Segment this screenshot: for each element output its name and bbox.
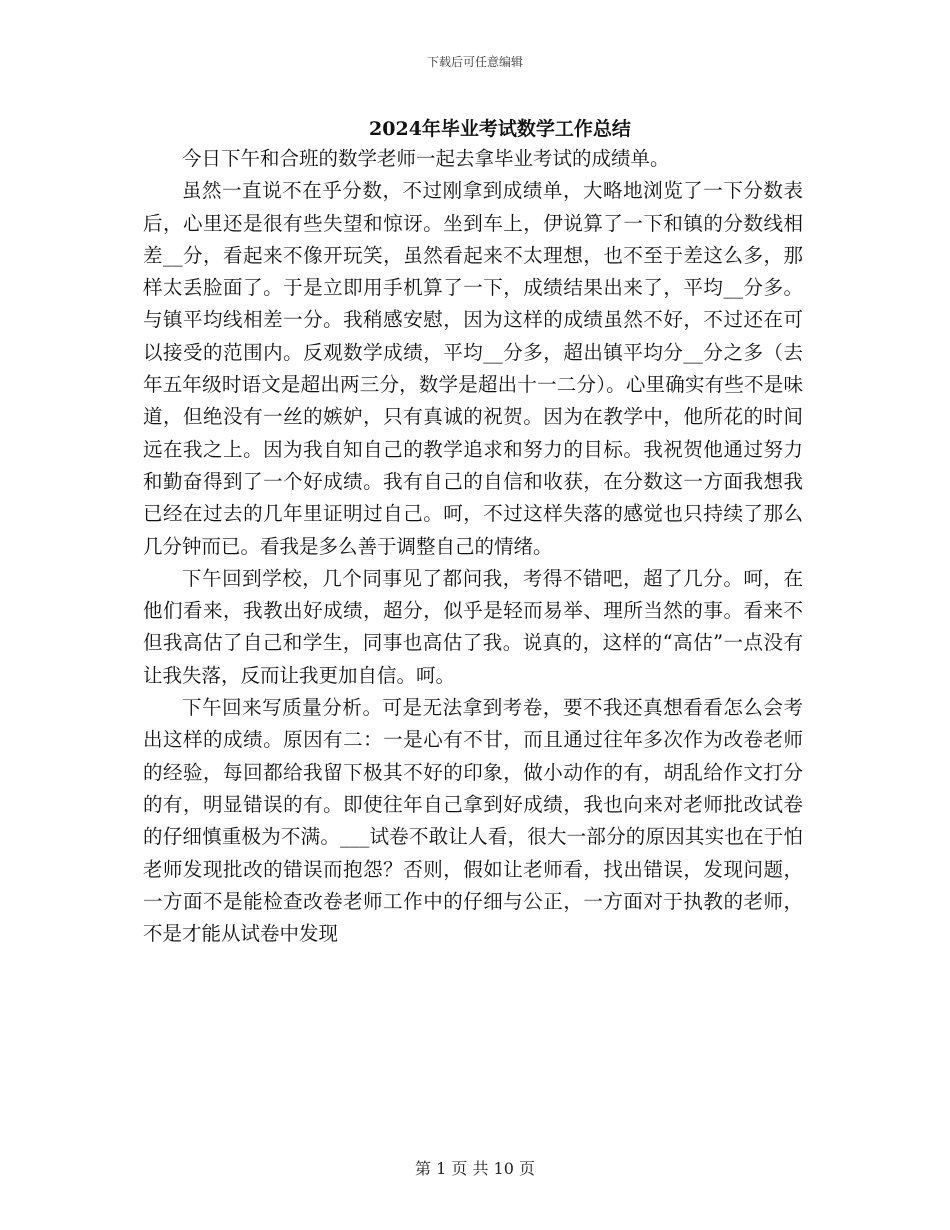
header-edit-note: 下载后可任意编辑 bbox=[426, 55, 523, 69]
document-title: 2024年毕业考试数学工作总结 bbox=[369, 118, 631, 140]
page-number: 第 1 页 共 10 页 bbox=[415, 1159, 535, 1178]
paragraph: 下午回来写质量分析。可是无法拿到考卷，要不我还真想看看怎么会考出这样的成绩。原因有二：一是心有不甘，而且通过往年多次作为改卷老师的经验，每回都给我留下极其不好的印象，做小动作的有，胡乱给作文打分的有，明显错误的有。即使往年自己拿到好成绩，我也向来对老师批改试卷的仔细慎重极为不满。___试卷不敢让人看，很大一部分的原因其实也在于怕老师发现批改的错误而抱怨？否则，假如让老师看，找出错误，发现问题，一方面不是能检查改卷老师工作中的仔细与公正，一方面对于执教的老师，不是才能从试卷中发现 bbox=[143, 696, 803, 946]
paragraph: 虽然一直说不在乎分数，不过刚拿到成绩单，大略地浏览了一下分数表后，心里还是很有些失望和惊讶。坐到车上，伊说算了一下和镇的分数线相差__分，看起来不像开玩笑，虽然看起来不太理想，也不至于差这么多，那样太丢脸面了。于是立即用手机算了一下，成绩结果出来了，平均__分多。与镇平均线相差一分。我稍感安慰，因为这样的成绩虽然不好，不过还在可以接受的范围内。反观数学成绩，平均__分多，超出镇平均分__分之多（去年五年级时语文是超出两三分，数学是超出十一二分）。心里确实有些不是味道，但绝没有一丝的嫉妒，只有真诚的祝贺。因为在教学中，他所花的时间远在我之上。因为我自知自己的教学追求和努力的目标。我祝贺他通过努力和勤奋得到了一个好成绩。我有自己的自信和收获，在分数这一方面我想我已经在过去的几年里证明过自己。呵，不过这样失落的感觉也只持续了那么几分钟而已。看我是多么善于调整自己的情绪。 bbox=[143, 179, 803, 558]
document-body bbox=[143, 143, 803, 950]
paragraph: 今日下午和合班的数学老师一起去拿毕业考试的成绩单。 bbox=[182, 147, 670, 170]
paragraph: 下午回到学校，几个同事见了都问我，考得不错吧，超了几分。呵，在他们看来，我教出好成绩，超分，似乎是轻而易举、理所当然的事。看来不但我高估了自己和学生，同事也高估了我。说真的，这样的“高估”一点没有让我失落，反而让我更加自信。呵。 bbox=[143, 566, 803, 687]
